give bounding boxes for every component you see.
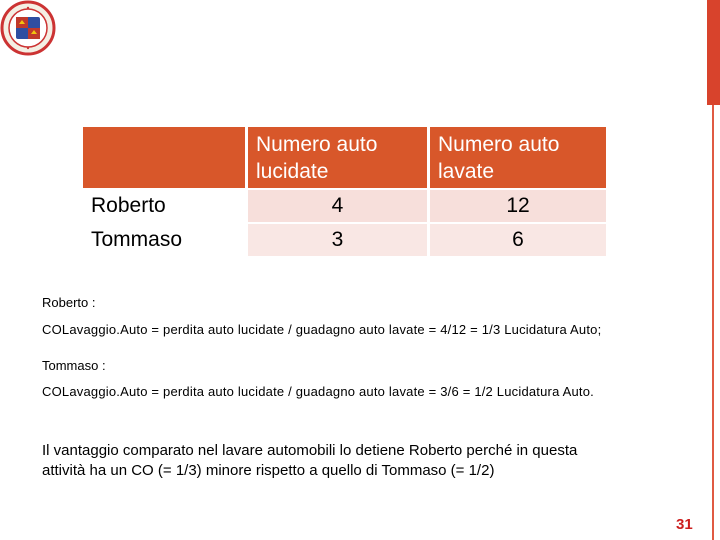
table-row (83, 190, 606, 222)
cell-lavate: 6 (430, 224, 606, 256)
cell-lucidate: 3 (248, 224, 427, 256)
table-header-row (83, 127, 606, 188)
table-row (83, 224, 606, 256)
comparison-table (80, 125, 609, 258)
roberto-formula: COLavaggio.Auto = perdita auto lucidate / guadagno auto lavate = 4/12 = 1/3 Lucidatura Auto; (42, 322, 602, 337)
row-name: Roberto (83, 190, 245, 222)
tommaso-label: Tommaso : (42, 358, 106, 373)
cell-lucidate: 4 (248, 190, 427, 222)
university-seal-icon (0, 0, 56, 56)
table-header-empty (83, 127, 245, 188)
table-header-lavate: Numero auto lavate (430, 127, 606, 188)
cell-lavate: 12 (430, 190, 606, 222)
table-header-lucidate: Numero auto lucidate (248, 127, 427, 188)
tommaso-formula: COLavaggio.Auto = perdita auto lucidate / guadagno auto lavate = 3/6 = 1/2 Lucidatura Auto. (42, 384, 594, 399)
accent-bar (707, 0, 720, 105)
roberto-label: Roberto : (42, 295, 96, 310)
row-name: Tommaso (83, 224, 245, 256)
conclusion-text: Il vantaggio comparato nel lavare automobili lo detiene Roberto perché in questa attività ha un CO (= 1/3) minore rispetto a quello di Tommaso (= 1/2) (42, 442, 578, 479)
page-number: 31 (676, 516, 693, 533)
accent-line (712, 105, 714, 540)
